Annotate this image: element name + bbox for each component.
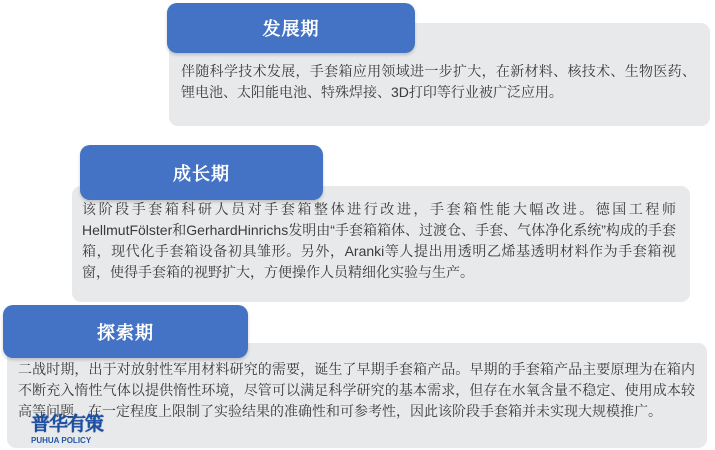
stage-exploration-body	[7, 343, 707, 448]
stage-growth-body	[72, 186, 690, 302]
stage-exploration-text: 二战时期，出于对放射性军用材料研究的需要，诞生了早期手套箱产品。早期的手套箱产品主要原理为在箱内不断充入惰性气体以提供惰性环境，尽管可以满足科学研究的基本需求，但存在水氧含量不稳定、使用成本较高等问题，在一定程度上限制了实验结果的准确性和可参考性，因此该阶段手套箱并未实现大规模推广。	[18, 361, 695, 419]
stage-exploration-label: 探索期	[97, 322, 154, 343]
stage-growth-label: 成长期	[173, 163, 230, 184]
puhua-policy-watermark	[31, 415, 103, 445]
stage-growth-header	[80, 145, 323, 200]
stage-development-text: 伴随科学技术发展，手套箱应用领域进一步扩大，在新材料、核技术、生物医药、锂电池、太阳能电池、特殊焊接、3D打印等行业被广泛应用。	[181, 63, 696, 100]
watermark-logo-text: 普华有策	[31, 414, 104, 435]
stage-development-header	[167, 3, 415, 53]
stage-growth-text: 该阶段手套箱科研人员对手套箱整体进行改进，手套箱性能大幅改进。德国工程师HellmutFölster和GerhardHinrichs发明由“手套箱箱体、过渡仓、手套、气体净化系统”构成的手套箱，现代化手套箱设备初具雏形。另外，Aranki等人提出用透明乙烯基透明材料作为手套箱视窗，使得手套箱的视野扩大，方便操作人员精细化实验与生产。	[82, 201, 676, 280]
stage-exploration-header	[3, 305, 248, 358]
watermark-logo-subtitle: PUHUA POLICY	[31, 436, 92, 445]
stage-development-label: 发展期	[262, 19, 320, 39]
